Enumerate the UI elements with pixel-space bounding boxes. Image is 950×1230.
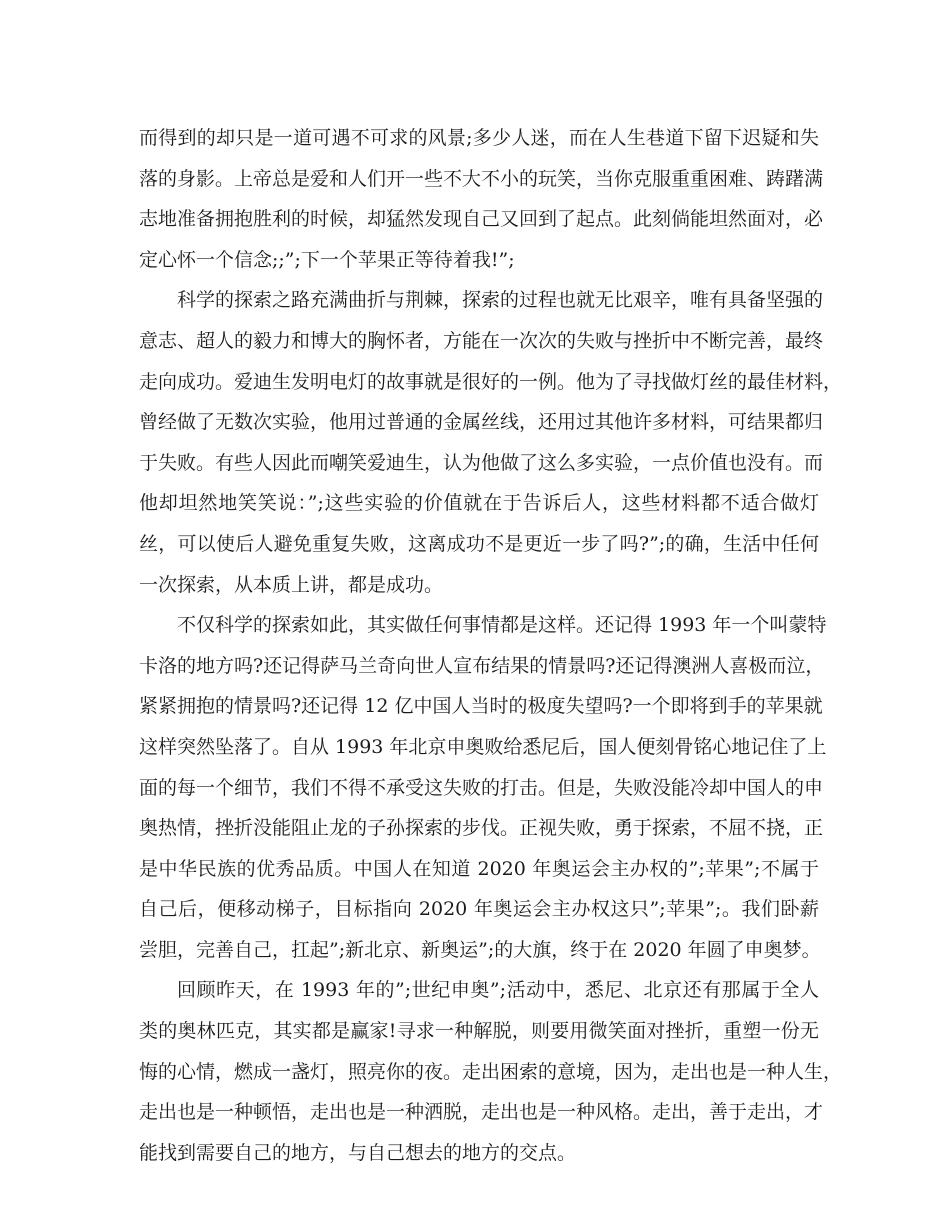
text-line: 意志、超人的毅力和博大的胸怀者，方能在一次次的失败与挫折中不断完善，最终 (139, 329, 824, 352)
text-line: 尝胆，完善自己，扛起”;新北京、新奥运”;的大旗，终于在 2020 年圆了申奥梦。 (139, 938, 821, 961)
text-line: 类的奥林匹克，其实都是赢家!寻求一种解脱，则要用微笑面对挫折，重塑一份无 (139, 1020, 819, 1043)
text-line: 走向成功。爱迪生发明电灯的故事就是很好的一例。他为了寻找做灯丝的最佳材料， (139, 370, 843, 393)
paragraph (139, 970, 843, 1173)
text-line: 曾经做了无数次实验，他用过普通的金属丝线，还用过其他许多材料，可结果都归 (139, 411, 824, 434)
text-line: 卡洛的地方吗?还记得萨马兰奇向世人宣布结果的情景吗?还记得澳洲人喜极而泣， (139, 654, 825, 677)
text-line: 走出也是一种顿悟，走出也是一种洒脱，走出也是一种风格。走出，善于走出，才 (139, 1101, 824, 1124)
text-line: 一次探索，从本质上讲，都是成功。 (139, 573, 444, 596)
text-line: 志地准备拥抱胜利的时候，却猛然发现自己又回到了起点。此刻倘能坦然面对，必 (139, 208, 824, 231)
text-line: 科学的探索之路充满曲折与荆棘，探索的过程也就无比艰辛，唯有具备坚强的 (177, 289, 824, 312)
text-line: 悔的心情，燃成一盏灯，照亮你的夜。走出困索的意境，因为，走出也是一种人生， (139, 1060, 843, 1083)
text-line: 面的每一个细节，我们不得不承受这失败的打击。但是，失败没能冷却中国人的申 (139, 776, 824, 799)
text-line: 是中华民族的优秀品质。中国人在知道 2020 年奥运会主办权的”;苹果”;不属于 (139, 857, 819, 880)
text-line: 不仅科学的探索如此，其实做任何事情都是这样。还记得 1993 年一个叫蒙特 (177, 614, 827, 637)
text-line: 紧紧拥抱的情景吗?还记得 12 亿中国人当时的极度失望吗?一个即将到手的苹果就 (139, 695, 823, 718)
text-line: 他却坦然地笑笑说：”;这些实验的价值就在于告诉后人，这些材料都不适合做灯 (139, 492, 819, 515)
text-line: 而得到的却只是一道可遇不可求的风景;多少人迷，而在人生巷道下留下迟疑和失 (139, 127, 819, 149)
paragraph (139, 605, 827, 970)
text-line: 能找到需要自己的地方，与自己想去的地方的交点。 (139, 1141, 577, 1164)
document-body (139, 118, 843, 1173)
text-line: 奥热情，挫折没能阻止龙的子孙探索的步伐。正视失败，勇于探索，不屈不挠，正 (139, 817, 824, 840)
text-line: 丝，可以使后人避免重复失败，这离成功不是更近一步了吗?”;的确，生活中任何 (139, 532, 819, 555)
text-line: 定心怀一个信念;;”;下一个苹果正等待着我!”; (139, 248, 515, 271)
text-line: 自己后，便移动梯子，目标指向 2020 年奥运会主办权这只”;苹果”;。我们卧薪 (139, 898, 819, 921)
paragraph (139, 118, 824, 280)
text-line: 于失败。有些人因此而嘲笑爱迪生，认为他做了这么多实验，一点价值也没有。而 (139, 451, 824, 474)
text-line: 落的身影。上帝总是爱和人们开一些不大不小的玩笑，当你克服重重困难、踌躇满 (139, 167, 824, 190)
text-line: 这样突然坠落了。自从 1993 年北京申奥败给悉尼后，国人便刻骨铭心地记住了上 (139, 735, 827, 758)
text-line: 回顾昨天，在 1993 年的”;世纪申奥”;活动中，悉尼、北京还有那属于全人 (177, 979, 819, 1002)
paragraph (139, 280, 843, 605)
